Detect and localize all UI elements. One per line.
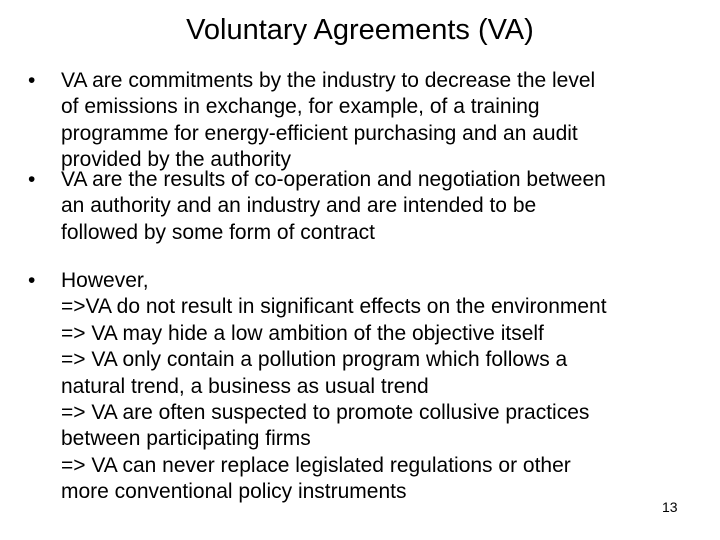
bullet-line: of emissions in exchange, for example, of a training bbox=[61, 95, 540, 119]
bullet-text bbox=[61, 68, 708, 174]
bullet-results bbox=[28, 167, 708, 246]
bullet-line: => VA can never replace legislated regulations or other bbox=[61, 453, 571, 477]
bullet-marker: • bbox=[28, 69, 36, 92]
bullet-line: VA are the results of co-operation and negotiation between bbox=[61, 168, 606, 191]
bullet-commitments bbox=[28, 68, 708, 174]
bullet-text bbox=[61, 167, 708, 246]
bullet-line: more conventional policy instruments bbox=[61, 480, 407, 504]
bullet-however bbox=[28, 268, 708, 506]
bullet-line: programme for energy-efficient purchasing and an audit bbox=[61, 121, 578, 145]
bullet-line: => VA are often suspected to promote collusive practices bbox=[61, 401, 590, 425]
bullet-line: => VA may hide a low ambition of the objective itself bbox=[61, 321, 544, 345]
bullet-marker: • bbox=[28, 269, 36, 292]
bullet-line: followed by some form of contract bbox=[61, 220, 375, 244]
bullet-line: However, bbox=[61, 269, 149, 292]
slide-title: Voluntary Agreements (VA) bbox=[186, 14, 534, 46]
page-number: 13 bbox=[662, 499, 678, 515]
bullet-line: => VA only contain a pollution program which follows a bbox=[61, 348, 568, 372]
bullet-line: VA are commitments by the industry to decrease the level bbox=[61, 69, 596, 92]
bullet-marker: • bbox=[28, 168, 36, 191]
bullet-line: natural trend, a business as usual trend bbox=[61, 374, 429, 398]
bullet-line: =>VA do not result in significant effects on the environment bbox=[61, 295, 607, 319]
bullet-line: between participating firms bbox=[61, 427, 311, 451]
bullet-text bbox=[61, 268, 708, 506]
bullet-line: an authority and an industry and are intended to be bbox=[61, 194, 537, 218]
bullet-line: provided by the authority bbox=[61, 148, 291, 172]
